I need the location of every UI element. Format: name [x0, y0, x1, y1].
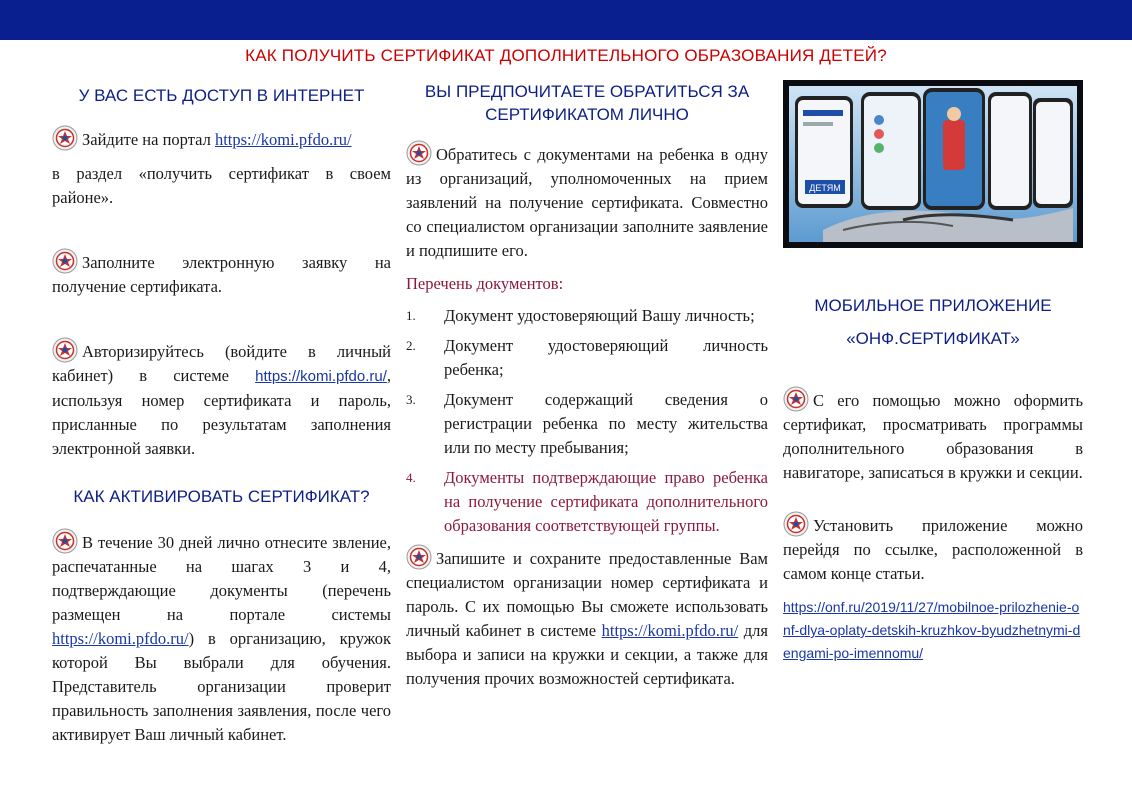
outro-text-2: для выбора и записи на кружки и секции, а также для получения прочих возможностей сертификата. — [406, 621, 769, 688]
documents-list — [406, 304, 768, 538]
step2-text: Заполните электронную заявку на получение сертификата. — [52, 253, 391, 296]
system-link[interactable]: https://komi.pfdo.ru/ — [255, 368, 387, 385]
column-internet — [52, 80, 391, 747]
step1-text: Зайдите на портал — [82, 130, 215, 149]
portal-link[interactable]: https://komi.pfdo.ru/ — [214, 130, 352, 149]
image-caption: ДЕТЯМ — [809, 183, 841, 193]
app-description — [783, 386, 1083, 485]
column-mobile-app — [783, 80, 1083, 665]
outro-text-1: Запишите и сохраните предоставленные Вам специалистом организации номер сертификата и пароль. С их помощью Вы сможете использовать личный кабинет в системе — [406, 549, 768, 640]
emblem-icon — [52, 528, 78, 554]
step-fill-application — [52, 248, 391, 299]
step-authorize — [52, 337, 391, 461]
heading-in-person: ВЫ ПРЕДПОЧИТАЕТЕ ОБРАТИТЬСЯ ЗА СЕРТИФИКАТОМ ЛИЧНО — [424, 82, 750, 124]
app-article-link[interactable]: https://onf.ru/2019/11/27/mobilnoe-prilozhenie-onf-dlya-oplaty-detskih-kruzhkov-byudzhetnymi-dengami-po-imennomu/ — [783, 599, 1081, 661]
activate-instructions — [52, 528, 391, 747]
in-person-outro — [406, 544, 768, 691]
emblem-icon — [783, 511, 809, 537]
app-article-link-wrap — [783, 596, 1083, 665]
heading-mobile-app-line2: «ОНФ.СЕРТИФИКАТ» — [846, 329, 1020, 348]
page-title: КАК ПОЛУЧИТЬ СЕРТИФИКАТ ДОПОЛНИТЕЛЬНОГО ОБРАЗОВАНИЯ ДЕТЕЙ? — [245, 46, 887, 65]
outro-portal-link[interactable]: https://komi.pfdo.ru/ — [601, 621, 739, 640]
step3-text: Авторизируйтесь (войдите в личный кабинет) в системе — [52, 342, 391, 385]
app-install — [783, 511, 1083, 586]
emblem-icon — [406, 140, 432, 166]
column-in-person — [406, 80, 768, 691]
emblem-icon — [52, 248, 78, 274]
step1-continuation: в раздел «получить сертификат в своем районе». — [52, 164, 391, 207]
app-text-1: С его помощью можно оформить сертификат, просматривать программы дополнительного образования в навигаторе, записаться в кружки и секции. — [783, 391, 1083, 482]
emblem-icon — [406, 544, 432, 570]
heading-internet-access: У ВАС ЕСТЬ ДОСТУП В ИНТЕРНЕТ — [78, 86, 365, 105]
top-banner — [0, 0, 1132, 40]
activate-text-1: В течение 30 дней лично отнесите звление, распечатанные на шагах 3 и 4, подтверждающие документы (перечень размещен на портале системы — [52, 533, 391, 624]
emblem-icon — [783, 386, 809, 412]
in-person-intro — [406, 140, 768, 263]
list-item: 1. Документ удостоверяющий Вашу личность; — [406, 306, 755, 325]
documents-title: Перечень документов: — [406, 274, 564, 293]
app-text-2: Установить приложение можно перейдя по ссылке, расположенной в самом конце статьи. — [783, 516, 1083, 583]
heading-activate: КАК АКТИВИРОВАТЬ СЕРТИФИКАТ? — [73, 487, 370, 506]
list-item: 3. Документ содержащий сведения о регистрации ребенка по месту жительства или по месту пребывания; — [406, 390, 768, 457]
step3-continuation: , используя номер сертификата и пароль, присланные по результатам заполнения электронной заявки. — [52, 366, 391, 458]
step-visit-portal — [52, 125, 391, 152]
activate-text-2: ) в организацию, кружок которой Вы выбрали для обучения. Представитель организации проверит правильность заполнения заявления, после чего активирует Ваш личный кабинет. — [52, 629, 391, 744]
activate-portal-link[interactable]: https://komi.pfdo.ru/ — [52, 629, 189, 648]
heading-mobile-app-line1: МОБИЛЬНОЕ ПРИЛОЖЕНИЕ — [814, 296, 1052, 315]
intro-text: Обратитесь с документами на ребенка в одну из организаций, уполномоченных на прием заявлений на получение сертификата. Совместно со специалистом организации заполните заявление и подпишите его. — [406, 145, 768, 260]
emblem-icon — [52, 337, 78, 363]
list-item: 4. Документы подтверждающие право ребенка на получение сертификата дополнительного образования соответствующей группы. — [406, 468, 768, 535]
emblem-icon — [52, 125, 78, 151]
list-item: 2. Документ удостоверяющий личность ребенка; — [406, 336, 768, 379]
app-promo-image — [783, 80, 1083, 248]
